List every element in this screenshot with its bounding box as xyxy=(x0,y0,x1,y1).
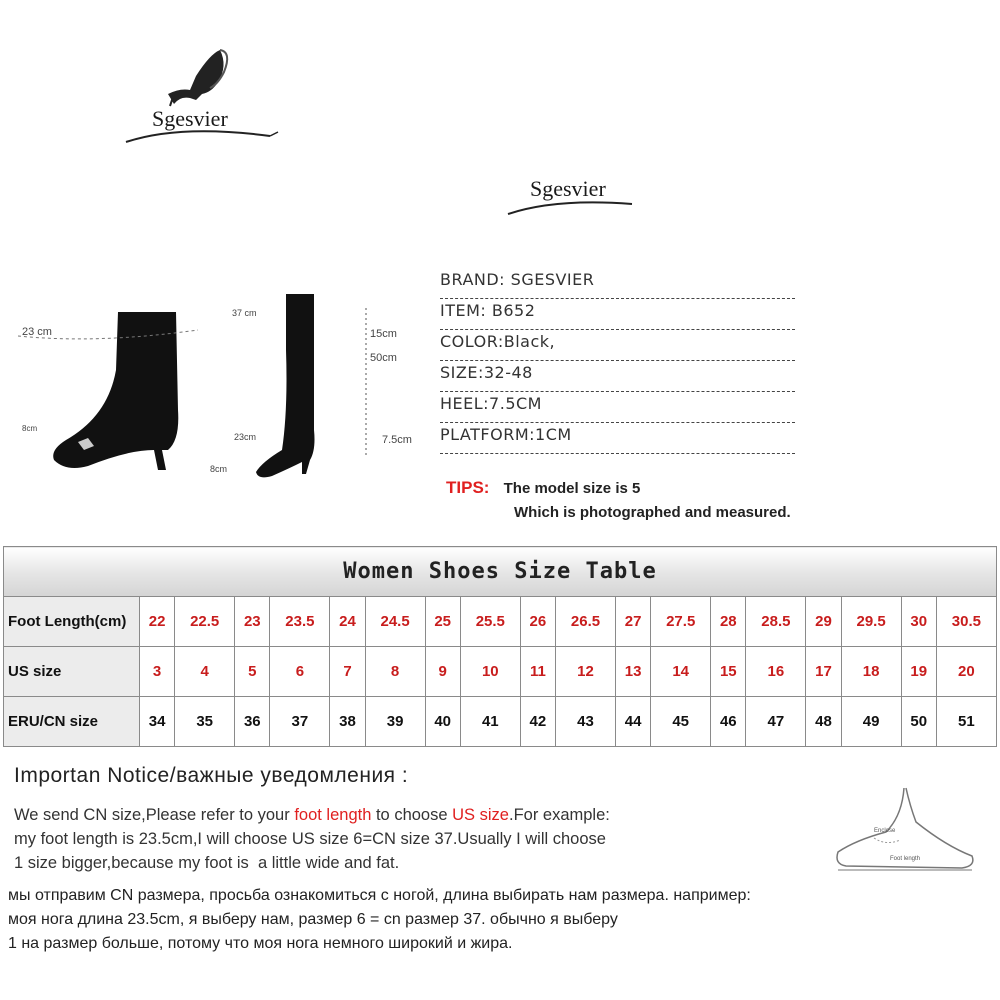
tall-ankle-label: 23cm xyxy=(234,432,257,442)
spec-platform: PLATFORM:1CM xyxy=(440,423,795,454)
tips-block xyxy=(446,478,791,521)
foot-length-highlight: foot length xyxy=(294,806,372,824)
size-cell: 13 xyxy=(616,647,651,697)
size-cell: 25.5 xyxy=(460,597,520,647)
tall-toe-label: 8cm xyxy=(210,464,228,474)
notice-en-line2: my foot length is 23.5cm,I will choose US size 6=CN size 37.Usually I will choose xyxy=(14,830,606,848)
logo-swoosh-icon xyxy=(506,172,640,222)
foot-measure-diagram xyxy=(826,786,986,876)
size-cell: 42 xyxy=(520,697,555,747)
notice-en-text: to choose xyxy=(371,806,453,824)
foot-outline-icon xyxy=(826,786,986,876)
size-table-row xyxy=(4,597,997,647)
size-cell: 26 xyxy=(520,597,555,647)
ankle-toe-label: 8cm xyxy=(22,424,38,433)
size-cell: 40 xyxy=(425,697,460,747)
size-cell: 23.5 xyxy=(270,597,330,647)
enclose-label: Enclose xyxy=(874,828,896,834)
size-table-row xyxy=(4,647,997,697)
size-cell: 41 xyxy=(460,697,520,747)
size-cell: 22 xyxy=(140,597,175,647)
size-cell: 18 xyxy=(841,647,901,697)
notice-ru-line1: мы отправим CN размера, просьба ознакомиться с ногой, длина выбирать нам размера. например: xyxy=(8,887,751,904)
size-cell: 19 xyxy=(901,647,936,697)
size-cell: 12 xyxy=(555,647,615,697)
size-cell: 3 xyxy=(140,647,175,697)
notice-ru-line3: 1 на размер больше, потому что моя нога немного широкий и жира. xyxy=(8,935,513,952)
notice-en-line1 xyxy=(14,803,610,827)
size-cell: 10 xyxy=(460,647,520,697)
size-cell: 4 xyxy=(175,647,235,697)
size-table-title-row xyxy=(4,547,997,597)
logo-top-text: Sgesvier xyxy=(152,106,228,131)
tall-boot-image xyxy=(206,290,426,490)
tall-shaft-label: 15cm xyxy=(370,328,397,340)
size-cell: 29.5 xyxy=(841,597,901,647)
size-cell: 28.5 xyxy=(746,597,806,647)
spec-heel: HEEL:7.5CM xyxy=(440,392,795,423)
size-cell: 51 xyxy=(936,697,996,747)
size-cell: 20 xyxy=(936,647,996,697)
butterfly-heel-icon xyxy=(120,44,290,154)
notice-russian xyxy=(8,884,751,956)
size-cell: 24 xyxy=(330,597,365,647)
notice-title: Importan Notice/важные уведомления : xyxy=(14,764,409,787)
size-cell: 36 xyxy=(235,697,270,747)
size-cell: 46 xyxy=(711,697,746,747)
product-specs xyxy=(440,268,795,454)
brand-logo-top xyxy=(120,44,290,154)
size-cell: 15 xyxy=(711,647,746,697)
size-cell: 43 xyxy=(555,697,615,747)
ankle-boot-image xyxy=(18,300,218,480)
notice-english xyxy=(14,803,610,875)
size-row-label: US size xyxy=(4,647,140,697)
size-cell: 38 xyxy=(330,697,365,747)
spec-brand: BRAND: SGESVIER xyxy=(440,268,795,299)
size-cell: 7 xyxy=(330,647,365,697)
tall-heel-label: 7.5cm xyxy=(382,434,412,446)
size-cell: 23 xyxy=(235,597,270,647)
ankle-circumference-label: 23 cm xyxy=(22,326,52,338)
size-cell: 50 xyxy=(901,697,936,747)
notice-en-text: .For example: xyxy=(508,806,610,824)
size-cell: 6 xyxy=(270,647,330,697)
size-cell: 44 xyxy=(616,697,651,747)
size-cell: 27.5 xyxy=(651,597,711,647)
tips-line2: Which is photographed and measured. xyxy=(514,504,791,521)
size-cell: 30.5 xyxy=(936,597,996,647)
size-cell: 16 xyxy=(746,647,806,697)
size-row-label: ERU/CN size xyxy=(4,697,140,747)
notice-en-text: We send CN size,Please refer to your xyxy=(14,806,295,824)
us-size-highlight: US size xyxy=(452,806,509,824)
size-cell: 27 xyxy=(616,597,651,647)
size-cell: 45 xyxy=(651,697,711,747)
spec-size: SIZE:32-48 xyxy=(440,361,795,392)
size-table-row xyxy=(4,697,997,747)
brand-logo-center xyxy=(506,172,640,222)
size-cell: 37 xyxy=(270,697,330,747)
foot-length-label: Foot length xyxy=(890,856,921,862)
size-cell: 48 xyxy=(806,697,841,747)
size-cell: 49 xyxy=(841,697,901,747)
size-cell: 30 xyxy=(901,597,936,647)
notice-en-line3: 1 size bigger,because my foot is a little wide and fat. xyxy=(14,854,400,872)
size-cell: 25 xyxy=(425,597,460,647)
spec-color: COLOR:Black, xyxy=(440,330,795,361)
size-cell: 35 xyxy=(175,697,235,747)
size-cell: 26.5 xyxy=(555,597,615,647)
size-cell: 9 xyxy=(425,647,460,697)
size-table-title: Women Shoes Size Table xyxy=(4,547,997,597)
tips-line1: The model size is 5 xyxy=(503,480,641,497)
size-cell: 28 xyxy=(711,597,746,647)
tips-label: TIPS: xyxy=(446,478,490,497)
tall-boot-icon xyxy=(206,290,426,490)
size-row-label: Foot Length(cm) xyxy=(4,597,140,647)
size-cell: 39 xyxy=(365,697,425,747)
size-cell: 17 xyxy=(806,647,841,697)
size-cell: 47 xyxy=(746,697,806,747)
size-cell: 14 xyxy=(651,647,711,697)
notice-ru-line2: моя нога длина 23.5cm, я выберу нам, размер 6 = cn размер 37. обычно я выберу xyxy=(8,911,618,928)
size-cell: 24.5 xyxy=(365,597,425,647)
size-cell: 29 xyxy=(806,597,841,647)
tall-height-label: 50cm xyxy=(370,352,397,364)
logo-center-text: Sgesvier xyxy=(530,176,606,201)
size-cell: 5 xyxy=(235,647,270,697)
size-cell: 8 xyxy=(365,647,425,697)
tall-top-label: 37 cm xyxy=(232,308,257,318)
size-cell: 22.5 xyxy=(175,597,235,647)
spec-item: ITEM: B652 xyxy=(440,299,795,330)
size-cell: 34 xyxy=(140,697,175,747)
size-table xyxy=(3,546,997,747)
size-cell: 11 xyxy=(520,647,555,697)
